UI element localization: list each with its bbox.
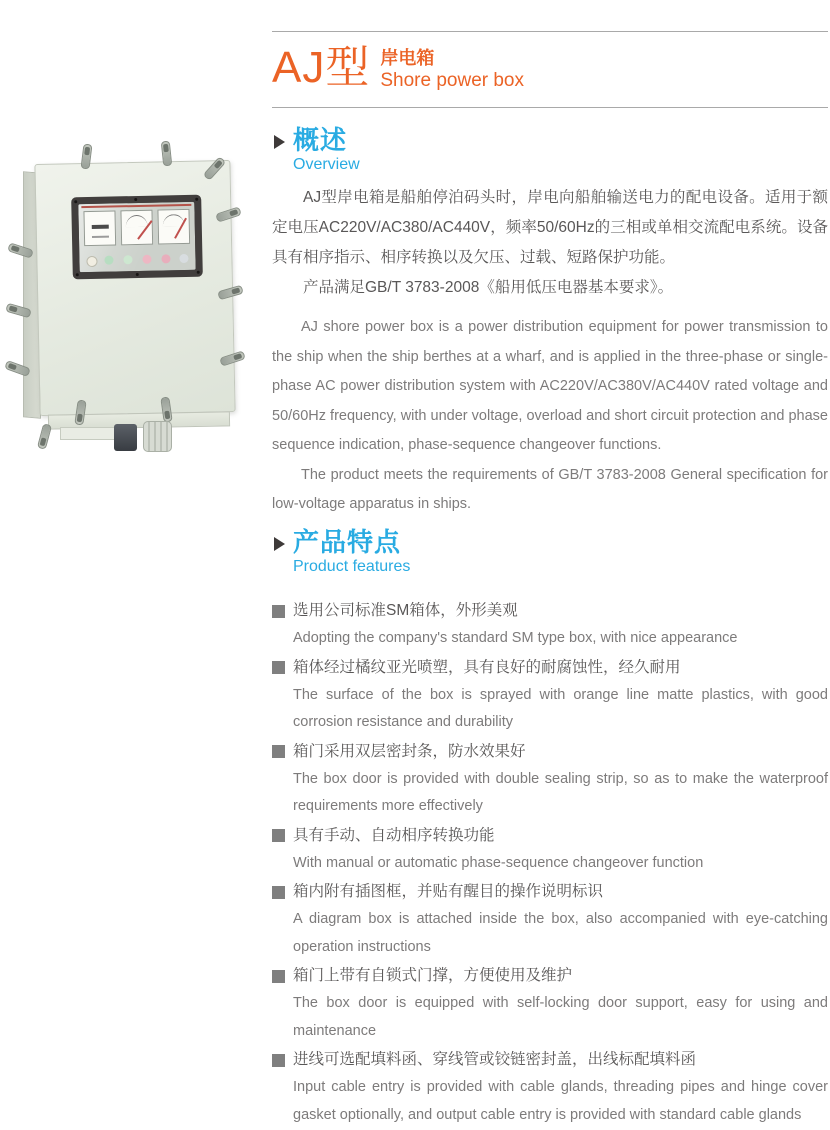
- feature-cn: 箱门采用双层密封条，防水效果好: [293, 742, 526, 760]
- overview-paragraph-cn-1: AJ型岸电箱是船舶停泊码头时，岸电向船舶输送电力的配电设备。适用于额定电压AC220V/AC380/AC440V，频率50/60Hz的三相或单相交流配电系统。设备具有相序指示、相序转换以及欠压、过载、短路保护功能。: [272, 189, 828, 266]
- indicator-lamp-icon: [123, 255, 132, 264]
- cable-gland-light: [143, 421, 172, 452]
- feature-cn: 箱内附有插图框，并贴有醒目的操作说明标识: [293, 883, 604, 900]
- feature-cn: 选用公司标准SM箱体，外形美观: [293, 602, 518, 619]
- section-marker-icon: [274, 135, 285, 149]
- overview-text-en: [272, 313, 828, 520]
- indicator-lamp-icon: [142, 255, 151, 264]
- list-item: [272, 738, 828, 821]
- list-item: [272, 597, 828, 653]
- overview-paragraph-en-1: AJ shore power box is a power distribution equipment for power transmission to the ship when the ship berthes at a wharf, and is applied in the three-phase or single-phase AC power distribution system with AC220V/AC380V/AC440V rated voltage and 50/60Hz frequency, with under voltage, overload and short circuit protection and phase sequence indication, phase-sequence changeover functions.: [272, 319, 828, 453]
- bullet-square-icon: [272, 745, 285, 758]
- product-name-cn: 岸电箱: [380, 48, 435, 68]
- feature-en: Input cable entry is provided with cable glands, threading pipes and hinge cover gasket optionally, and output cable entry is provided with standard cable glands: [293, 1079, 828, 1123]
- bullet-square-icon: [272, 829, 285, 842]
- indicator-lamp-icon: [104, 255, 113, 264]
- window-red-stripe: [81, 204, 191, 208]
- bullet-square-icon: [272, 661, 285, 674]
- bullet-square-icon: [272, 1054, 285, 1067]
- cable-gland-dark: [114, 424, 137, 451]
- overview-heading-cn: 概述: [293, 125, 348, 155]
- list-item: [272, 962, 828, 1045]
- analog-meter-icon: [157, 209, 190, 245]
- feature-en: The box door is provided with double sealing strip, so as to make the waterproof requirements more effectively: [293, 770, 828, 814]
- counter-meter-icon: [83, 210, 116, 246]
- feature-en: Adopting the company's standard SM type box, with nice appearance: [293, 630, 738, 646]
- latch-clamp-icon: [161, 141, 173, 167]
- feature-cn: 箱门上带有自锁式门撑，方便使用及维护: [293, 967, 573, 984]
- product-name-en: Shore power box: [380, 70, 525, 91]
- overview-paragraph-en-2: The product meets the requirements of GB/T 3783-2008 General specification for low-voltage apparatus in ships.: [272, 466, 828, 512]
- feature-en: A diagram box is attached inside the box, also accompanied with eye-catching operation instructions: [293, 911, 828, 955]
- bullet-square-icon: [272, 605, 285, 618]
- list-item: [272, 878, 828, 961]
- overview-heading-en: Overview: [293, 156, 360, 173]
- analog-meter-icon: [120, 210, 153, 246]
- features-section-heading: [274, 528, 410, 576]
- window-glass: [78, 202, 195, 272]
- features-list: [272, 597, 828, 1130]
- latch-clamp-icon: [37, 423, 52, 449]
- product-model: AJ型: [272, 43, 371, 92]
- list-item: [272, 1046, 828, 1129]
- product-photo: [10, 140, 262, 462]
- feature-cn: 箱体经过橘纹亚光喷塑，具有良好的耐腐蚀性，经久耐用: [293, 658, 681, 676]
- indicator-lamp-icon: [161, 254, 170, 263]
- features-heading-en: Product features: [293, 558, 411, 575]
- feature-en: With manual or automatic phase-sequence changeover function: [293, 854, 704, 871]
- overview-paragraph-cn-2: 产品满足GB/T 3783-2008《船用低压电器基本要求》。: [303, 279, 674, 296]
- feature-en: The box door is equipped with self-locking door support, easy for using and maintenance: [293, 995, 828, 1039]
- features-heading-cn: 产品特点: [293, 527, 402, 557]
- feature-cn: 具有手动、自动相序转换功能: [293, 826, 495, 844]
- divider-top: [272, 31, 828, 32]
- list-item: [272, 654, 828, 737]
- feature-cn: 进线可选配填料函、穿线管或铰链密封盖，出线标配填料函: [293, 1051, 697, 1068]
- section-marker-icon: [274, 537, 285, 551]
- indicator-lamp-icon: [86, 256, 97, 267]
- list-item: [272, 822, 828, 878]
- bullet-square-icon: [272, 970, 285, 983]
- divider-under-title: [272, 107, 828, 108]
- indicator-lamp-icon: [179, 254, 188, 263]
- page-title: [272, 44, 524, 92]
- bullet-square-icon: [272, 886, 285, 899]
- overview-section-heading: [274, 126, 360, 174]
- overview-text-cn: [272, 183, 828, 303]
- feature-en: The surface of the box is sprayed with orange line matte plastics, with good corrosion resistance and durability: [293, 686, 828, 730]
- meter-window: [71, 195, 203, 280]
